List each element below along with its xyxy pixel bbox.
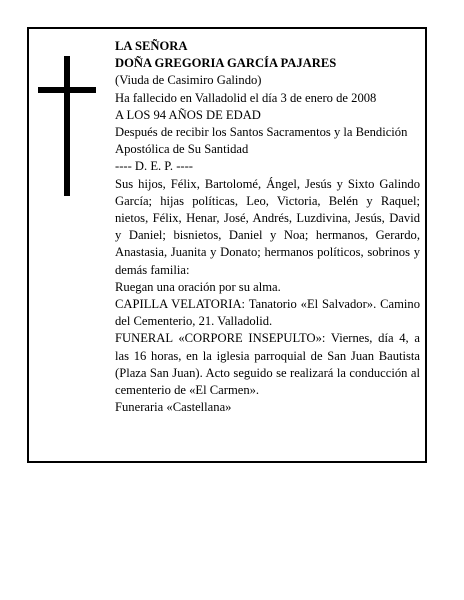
latin-cross-icon xyxy=(38,56,96,196)
death-announcement: Ha fallecido en Valladolid el día 3 de enero de 2008 xyxy=(115,90,377,105)
prayer-request: Ruegan una oración por su alma. xyxy=(115,279,281,294)
rip-line: ---- D. E. P. ---- xyxy=(115,159,193,174)
age-line: A LOS 94 AÑOS DE EDAD xyxy=(115,107,261,122)
family-paragraph: Sus hijos, Félix, Bartolomé, Ángel, Jesús y Sixto Galindo García; hijas políticas, Leo, Victoria, Belén y Raquel; nietos, Félix, Henar, José, Andrés, Luzdivina, Jesús, David y Daniel; bisnietos, Daniel y Noa; hermanos, Gerardo, Anastasia, Juanita y Donato; hermanos políticos, sobrinos y demás familia: xyxy=(115,176,420,277)
obituary-text xyxy=(115,38,420,416)
cross-vertical-bar xyxy=(64,56,70,196)
funeral-home: Funeraria «Castellana» xyxy=(115,400,232,415)
sacraments-paragraph: Después de recibir los Santos Sacramentos y la Bendición Apostólica de Su Santidad xyxy=(115,125,408,157)
funeral-paragraph: FUNERAL «CORPORE INSEPULTO»: Viernes, día 4, a las 16 horas, en la iglesia parroquial de San Juan Bautista (Plaza San Juan). Acto seguido se realizará la conducción al cementerio de «El Carmen». xyxy=(115,331,420,398)
widow-of-line: (Viuda de Casimiro Galindo) xyxy=(115,73,262,88)
deceased-name: DOÑA GREGORIA GARCÍA PAJARES xyxy=(115,56,337,71)
cross-horizontal-bar xyxy=(38,87,96,93)
chapel-paragraph: CAPILLA VELATORIA: Tanatorio «El Salvador». Camino del Cementerio, 21. Valladolid. xyxy=(115,297,420,329)
honorific-heading: LA SEÑORA xyxy=(115,39,188,53)
